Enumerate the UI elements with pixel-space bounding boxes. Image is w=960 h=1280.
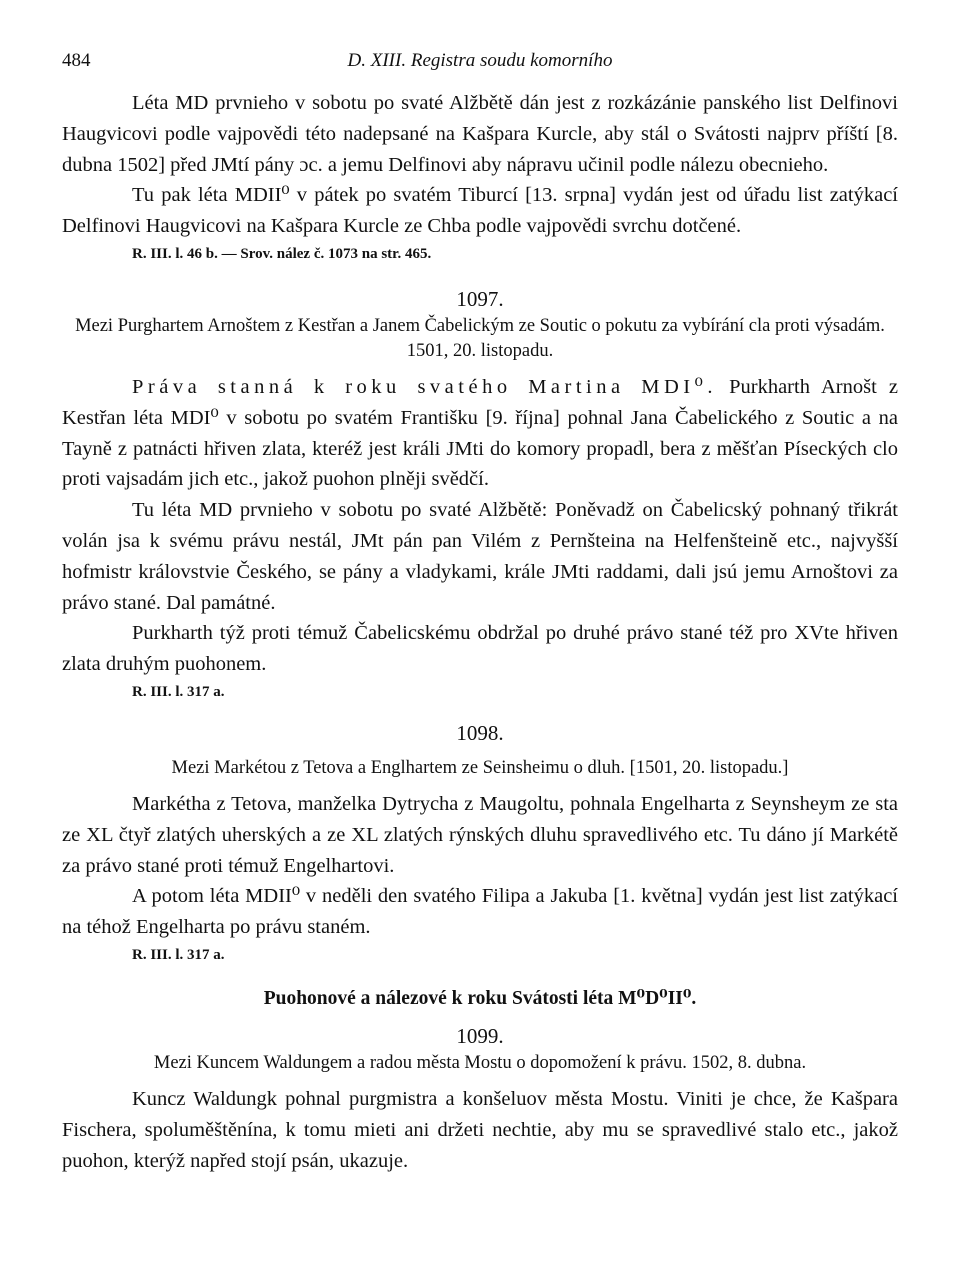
entry-summary: Mezi Kuncem Waldungem a radou města Mostu o dopomožení k právu. 1502, 8. dubna.: [153, 1052, 807, 1073]
source-reference: R. III. l. 317 a.: [132, 683, 225, 700]
source-reference: R. III. l. 46 b. — Srov. nález č. 1073 na str. 465.: [132, 245, 432, 262]
paragraph: Purkharth týž proti témuž Čabelicskému obdržal po druhé právo stané též pro XVte hřiven zlata druhým puohonem.: [62, 622, 898, 676]
entry-summary: Mezi Purghartem Arnoštem z Kestřan a Janem Čabelickým ze Soutic o pokutu za vybírání cla proti výsadám. 1501, 20. listopadu.: [75, 315, 885, 361]
paragraph: Markétha z Tetova, manželka Dytrycha z Maugoltu, pohnala Engelharta z Seynsheym ze sta ze XL čtyř zlatých uherských a ze XL zlatých rýnských dluhu spravedlivého etc. Tu dáno jí Markétě za právo stané proti témuž Engelhartovi.: [62, 792, 898, 877]
entry-number: 1098.: [456, 720, 504, 745]
paragraph: Léta MD prvnieho v sobotu po svaté Alžbětě dán jest z rozkázánie panského list Delfinovi Haugvicovi podle vajpovědi této nadepsané na Kašpara Kurcle, aby stál o Svátosti najprv příští [8. dubna 1502] před JMtí pány ɔc. a jemu Delfinovi aby nápravu učinil podle nálezu obecnieho.: [62, 92, 898, 176]
paragraph: Kuncz Waldungk pohnal purgmistra a konšeluov města Mostu. Viniti je chce, že Kašpara Fischera, spoluměštěnína, k tomu mieti ani držeti nechtie, aby mu se spravedlivé stalo etc., jakož puohon, kterýž napřed stojí psán, ukazuje.: [62, 1087, 898, 1172]
page-header: [62, 40, 898, 74]
entry-number: 1097.: [456, 286, 504, 311]
paragraph: Tu pak léta MDII⁰ v pátek po svatém Tiburcí [13. srpna] vydán jest od úřadu list zatýkací Delfinovi Haugvicovi na Kašpara Kurcle ze Chba podle vajpovědi svrchu dotčené.: [62, 184, 898, 238]
running-title: D. XIII. Registra soudu komorního: [347, 50, 613, 71]
source-reference: R. III. l. 317 a.: [132, 946, 225, 963]
paragraph: [62, 372, 898, 495]
paragraph-text: Purkharth Arnošt z Kestřan léta MDI⁰ v sobotu po svatém Františku [9. října] pohnal Jana Čabelického z Soutic a na Tayně z patnácti hřiven zlata, kteréž jest králi JMti do komory propadl, bera z měšťan Píseckých clo proti vajsadám jich etc., jakož puohon plněji svědčí.: [62, 375, 899, 491]
paragraph: A potom léta MDII⁰ v neděli den svatého Filipa a Jakuba [1. května] vydán jest list zatýkací na téhož Engelharta po právu staném.: [62, 885, 898, 939]
spaced-heading: Práva stanná k roku svatého Martina MDI⁰.: [132, 375, 717, 398]
entry-summary: Mezi Markétou z Tetova a Englhartem ze Seinsheimu o dluh. [1501, 20. listopadu.]: [171, 757, 789, 778]
paragraph: Tu léta MD prvnieho v sobotu po svaté Alžbětě: Poněvadž on Čabelicský pohnaný třikrát volán jsa k svému právu nestál, JMt pán pan Vilém z Pernšteina na Helfenšteině etc., najvyšší hofmistr královstvie Českého, se pány a vladykami, krále JMti raddami, dali jsú jemu Arnoštovi za právo stané. Dal památné.: [62, 499, 898, 614]
page-number: 484: [62, 50, 91, 71]
entry-number: 1099.: [456, 1023, 504, 1048]
document-page: [62, 40, 898, 1176]
section-heading: Puohonové a nálezové k roku Svátosti léta M⁰D⁰II⁰.: [263, 987, 697, 1009]
